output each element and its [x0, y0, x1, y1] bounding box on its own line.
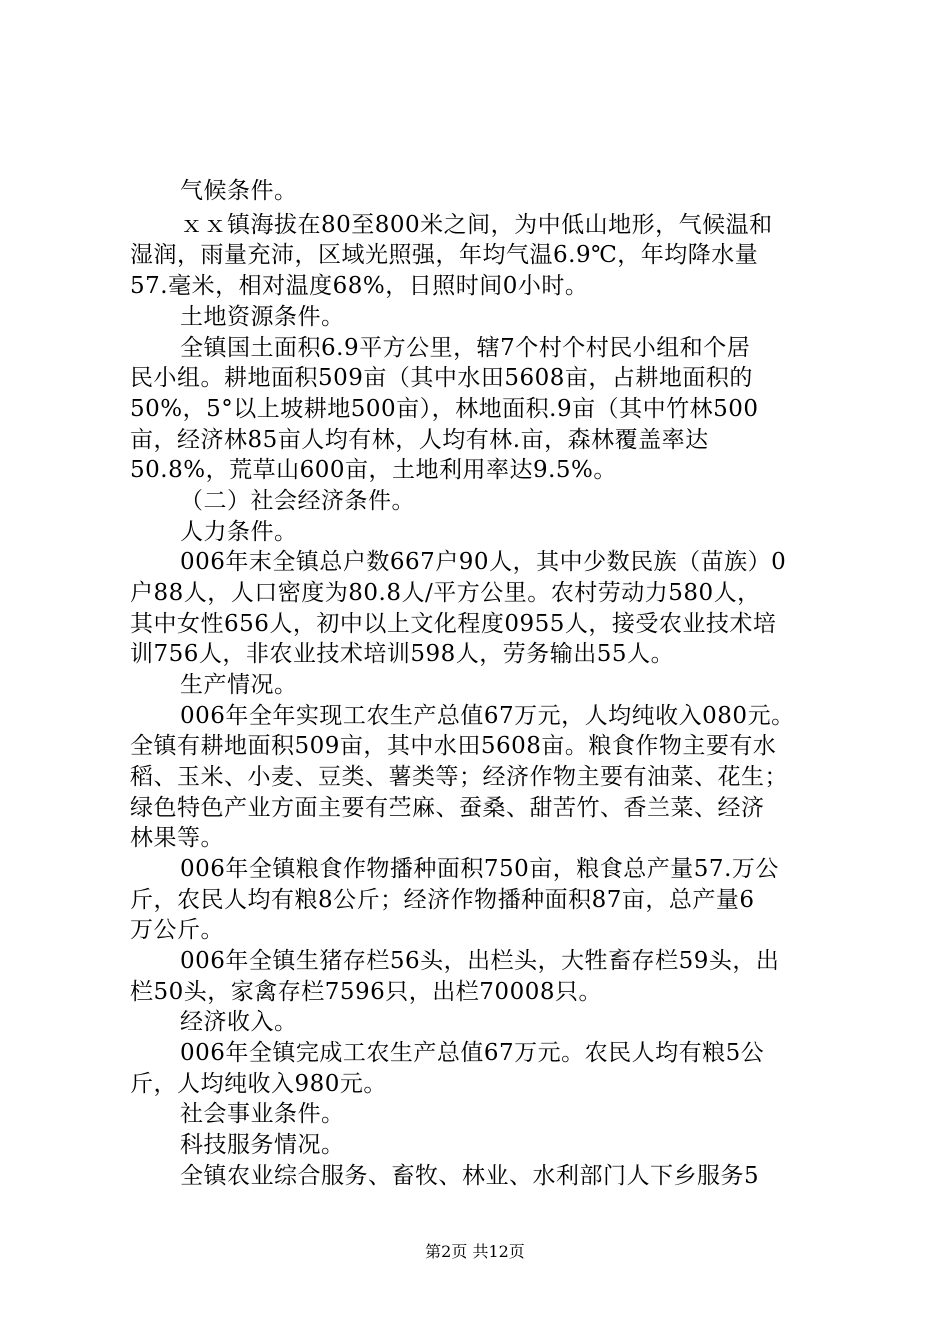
text-line: 斤，人均纯收入980元。	[130, 1071, 387, 1097]
text-line: 社会事业条件。	[180, 1101, 345, 1127]
text-line: 全镇有耕地面积509亩，其中水田5608亩。粮食作物主要有水	[130, 733, 777, 759]
text-line: 气候条件。	[180, 178, 298, 204]
page-number-footer: 第2页 共12页	[425, 1242, 525, 1261]
text-line: 户88人，人口密度为80.8人/平方公里。农村劳动力580人，	[130, 580, 761, 606]
text-line: 006年全镇完成工农生产总值67万元。农民人均有粮5公	[180, 1040, 765, 1066]
text-line: 006年末全镇总户数667户90人，其中少数民族（苗族）0	[180, 549, 787, 575]
text-line: 006年全镇粮食作物播种面积750亩，粮食总产量57.万公	[180, 856, 779, 882]
text-line: 栏50头，家禽存栏7596只，出栏70008只。	[130, 979, 602, 1005]
text-line: 57.毫米，相对温度68%，日照时间0小时。	[130, 273, 589, 299]
text-line: 民小组。耕地面积509亩（其中水田5608亩，占耕地面积的	[130, 365, 753, 391]
text-line: 斤，农民人均有粮8公斤；经济作物播种面积87亩，总产量6	[130, 887, 755, 913]
text-line: 经济收入。	[180, 1009, 298, 1035]
text-line: 万公斤。	[130, 917, 224, 943]
text-line: 科技服务情况。	[180, 1132, 345, 1158]
text-line: 全镇农业综合服务、畜牧、林业、水利部门人下乡服务5	[180, 1163, 760, 1189]
text-line: 绿色特色产业方面主要有苎麻、蚕桑、甜苦竹、香兰菜、经济	[130, 795, 765, 821]
text-line: 人力条件。	[180, 519, 298, 545]
text-line: 稻、玉米、小麦、豆类、薯类等；经济作物主要有油菜、花生；	[130, 764, 788, 790]
text-line: 训756人，非农业技术培训598人，劳务输出55人。	[130, 641, 675, 667]
text-line: （二）社会经济条件。	[180, 488, 415, 514]
text-line: 生产情况。	[180, 672, 298, 698]
text-line: 全镇国土面积6.9平方公里，辖7个村个村民小组和个居	[180, 335, 751, 361]
text-line: 50.8%，荒草山600亩，土地利用率达9.5%。	[130, 457, 617, 483]
text-line: 湿润，雨量充沛，区域光照强，年均气温6.9℃，年均降水量	[130, 242, 759, 268]
text-line: 其中女性656人，初中以上文化程度0955人，接受农业技术培	[130, 611, 777, 637]
text-line: 50%，5°以上坡耕地500亩），林地面积.9亩（其中竹林500	[130, 396, 759, 422]
text-line: 林果等。	[130, 825, 224, 851]
text-line: 006年全镇生猪存栏56头，出栏头，大牲畜存栏59头，出	[180, 948, 780, 974]
text-line: 006年全年实现工农生产总值67万元，人均纯收入080元。	[180, 703, 795, 729]
text-line: 亩，经济林85亩人均有林，人均有林.亩，森林覆盖率达	[130, 427, 709, 453]
text-line: 土地资源条件。	[180, 304, 345, 330]
text-line: ｘｘ镇海拔在80至800米之间，为中低山地形，气候温和	[180, 212, 773, 238]
